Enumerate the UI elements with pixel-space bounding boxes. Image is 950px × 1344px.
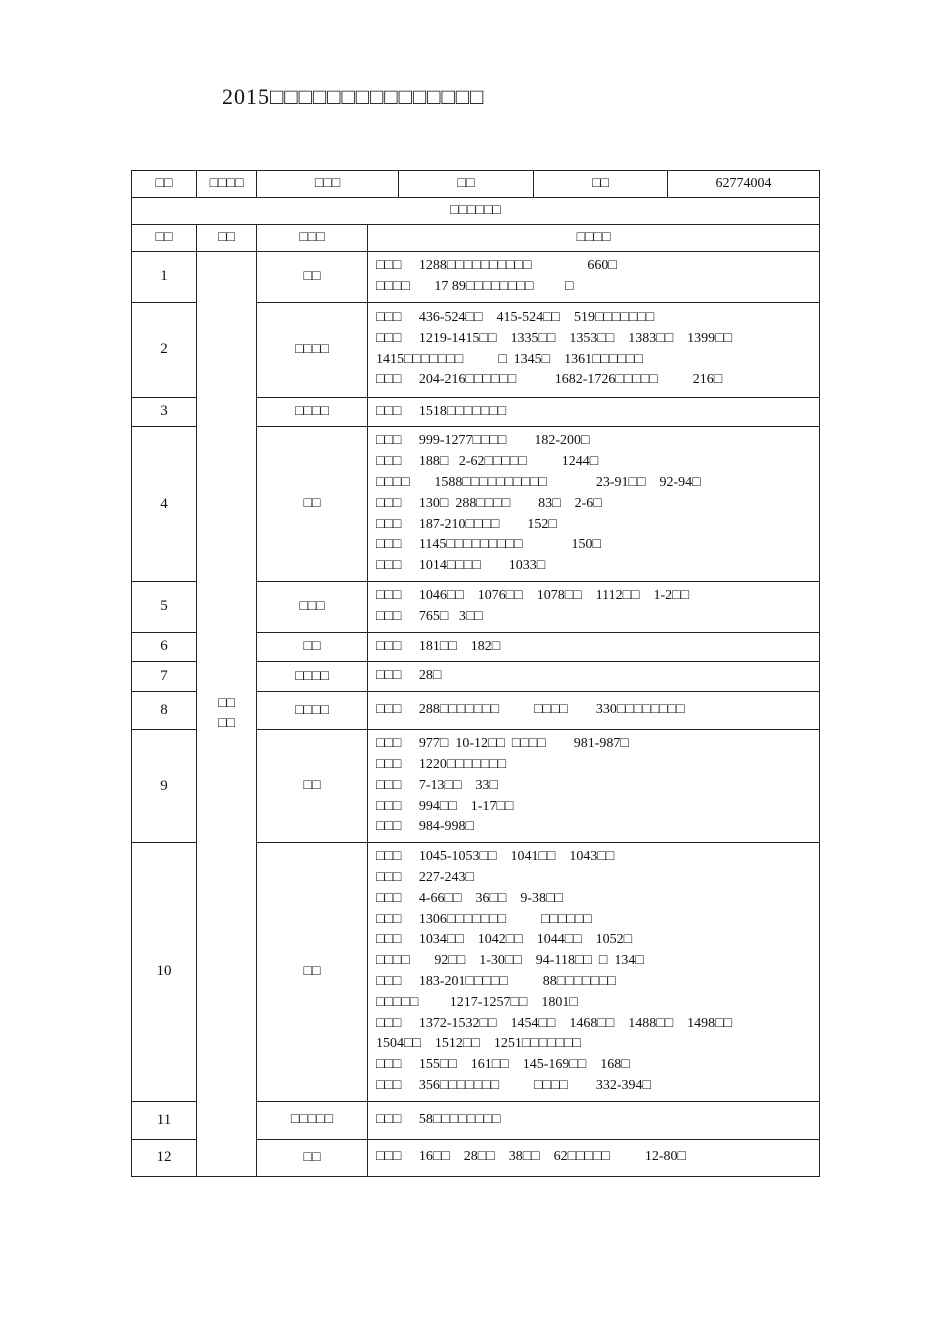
row-subcategory: □□	[257, 843, 368, 1102]
info-table	[131, 170, 820, 1177]
section-title: □□□□□□	[132, 198, 820, 225]
row-number: 8	[132, 692, 197, 730]
row-number: 5	[132, 581, 197, 632]
row-subcategory: □□□□	[257, 397, 368, 427]
row-number: 10	[132, 843, 197, 1102]
detail-line: □□□ 181□□ 182□	[376, 638, 501, 654]
column-header-category: □□	[197, 225, 257, 252]
row-number: 11	[132, 1101, 197, 1139]
row-number: 2	[132, 302, 197, 397]
detail-line: □□□ 227-243□	[376, 869, 474, 885]
detail-line: □□□ 288□□□□□□□ □□□□ 330□□□□□□□□	[376, 702, 685, 718]
row-subcategory: □□□	[257, 581, 368, 632]
detail-line: □□□ 16□□ 28□□ 38□□ 62□□□□□ 12-80□	[376, 1149, 687, 1165]
column-header-subcategory: □□□	[257, 225, 368, 252]
detail-line: □□□ 994□□ 1-17□□	[376, 798, 514, 814]
row-detail	[368, 662, 820, 692]
table-row	[132, 252, 820, 303]
row-number: 6	[132, 632, 197, 662]
detail-line: □□□ 977□ 10-12□□ □□□□ 981-987□	[376, 736, 629, 752]
detail-line: □□□ 1014□□□□ 1033□	[376, 558, 546, 574]
header-cell-3: □□□	[257, 171, 399, 198]
row-subcategory: □□	[257, 730, 368, 843]
category-text: □□	[218, 715, 235, 731]
row-number: 4	[132, 427, 197, 582]
row-number: 7	[132, 662, 197, 692]
detail-line: □□□□ 17 89□□□□□□□□ □	[376, 278, 574, 294]
detail-line: □□□ 999-1277□□□□ 182-200□	[376, 433, 590, 449]
row-subcategory: □□□□	[257, 302, 368, 397]
header-cell-2: □□□□	[197, 171, 257, 198]
row-subcategory: □□	[257, 427, 368, 582]
row-detail	[368, 581, 820, 632]
detail-line: □□□ 1220□□□□□□□	[376, 756, 507, 772]
column-header-detail: □□□□	[368, 225, 820, 252]
detail-line: □□□ 155□□ 161□□ 145-169□□ 168□	[376, 1057, 630, 1073]
detail-line: □□□ 1372-1532□□ 1454□□ 1468□□ 1488□□ 1498□□	[376, 1015, 733, 1031]
row-subcategory: □□	[257, 252, 368, 303]
row-detail	[368, 1101, 820, 1139]
detail-line: □□□ 7-13□□ 33□	[376, 777, 498, 793]
row-detail	[368, 730, 820, 843]
detail-line: □□□ 183-201□□□□□ 88□□□□□□□	[376, 973, 617, 989]
detail-line: □□□ 984-998□	[376, 819, 474, 835]
detail-line: □□□ 436-524□□ 415-524□□ 519□□□□□□□	[376, 310, 655, 325]
header-row	[132, 171, 820, 198]
row-detail	[368, 302, 820, 397]
merged-category-cell	[197, 252, 257, 1177]
detail-line: □□□ 28□	[376, 668, 442, 684]
detail-line: □□□ 1046□□ 1076□□ 1078□□ 1112□□ 1-2□□	[376, 587, 690, 603]
detail-line: □□□ 1219-1415□□ 1335□□ 1353□□ 1383□□ 1399□□	[376, 330, 733, 346]
header-cell-5: □□	[534, 171, 668, 198]
header-cell-6: 62774004	[668, 171, 820, 198]
row-detail	[368, 1139, 820, 1176]
row-subcategory: □□	[257, 1139, 368, 1176]
row-number: 9	[132, 730, 197, 843]
row-detail	[368, 843, 820, 1102]
detail-line: □□□ 187-210□□□□ 152□	[376, 516, 557, 532]
row-detail	[368, 692, 820, 730]
detail-line: □□□ 1145□□□□□□□□□ 150□	[376, 537, 601, 553]
detail-line: □□□ 1306□□□□□□□ □□□□□□	[376, 911, 592, 927]
row-number: 3	[132, 397, 197, 427]
detail-line: 1415□□□□□□□ □ 1345□ 1361□□□□□□	[376, 351, 643, 367]
row-subcategory: □□□□	[257, 692, 368, 730]
detail-line: □□□ 356□□□□□□□ □□□□ 332-394□	[376, 1077, 652, 1093]
header-cell-4: □□	[399, 171, 534, 198]
column-header-no: □□	[132, 225, 197, 252]
detail-line: 1504□□ 1512□□ 1251□□□□□□□	[376, 1036, 582, 1052]
page-title: 2015□□□□□□□□□□□□□□□	[222, 84, 485, 109]
row-subcategory: □□□□□	[257, 1101, 368, 1139]
row-subcategory: □□□□	[257, 662, 368, 692]
detail-line: □□□ 1034□□ 1042□□ 1044□□ 1052□	[376, 932, 633, 948]
category-text: □□	[218, 695, 235, 711]
row-subcategory: □□	[257, 632, 368, 662]
row-number: 12	[132, 1139, 197, 1176]
detail-line: □□□ 765□ 3□□	[376, 608, 483, 624]
detail-line: □□□ 188□ 2-62□□□□□ 1244□	[376, 454, 599, 470]
row-detail	[368, 397, 820, 427]
detail-line: □□□□ 92□□ 1-30□□ 94-118□□ □ 134□	[376, 953, 644, 969]
detail-line: □□□ 204-216□□□□□□ 1682-1726□□□□□ 216□	[376, 372, 723, 388]
detail-line: □□□ 1045-1053□□ 1041□□ 1043□□	[376, 849, 615, 865]
row-detail	[368, 427, 820, 582]
detail-line: □□□□□ 1217-1257□□ 1801□	[376, 994, 578, 1010]
section-title-row	[132, 198, 820, 225]
detail-line: □□□ 1288□□□□□□□□□□ 660□	[376, 258, 617, 273]
row-number: 1	[132, 252, 197, 303]
header-cell-1: □□	[132, 171, 197, 198]
detail-line: □□□ 4-66□□ 36□□ 9-38□□	[376, 890, 563, 906]
detail-line: □□□ 1518□□□□□□□	[376, 403, 507, 419]
detail-line: □□□ 130□ 288□□□□ 83□ 2-6□	[376, 495, 602, 511]
detail-line: □□□□ 1588□□□□□□□□□□ 23-91□□ 92-94□	[376, 474, 701, 490]
detail-line: □□□ 58□□□□□□□□	[376, 1111, 501, 1127]
row-detail	[368, 632, 820, 662]
column-header-row	[132, 225, 820, 252]
row-detail	[368, 252, 820, 303]
